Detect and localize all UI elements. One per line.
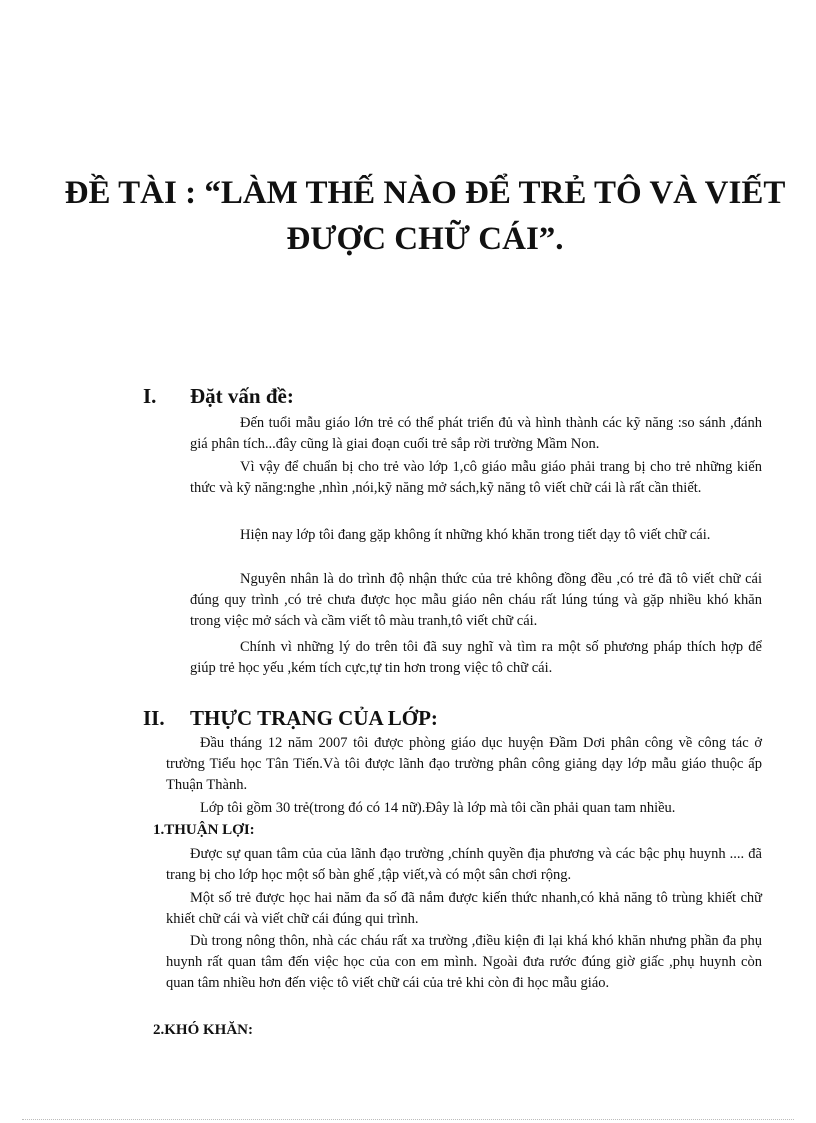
section-2-heading: THỰC TRẠNG CỦA LỚP: [190,706,438,730]
section-2-number: II. [143,706,165,730]
section-1-number: I. [143,384,157,408]
section-1-paragraph: Đến tuổi mẫu giáo lớn trẻ có thể phát triển đủ và hình thành các kỹ năng :so sánh ,đánh giá phân tích...đây cũng là giai đoạn cuối trẻ sắp rời trường Mầm Non. [190,415,762,452]
subsection-1-heading: 1.THUẬN LỢI: [153,822,255,838]
section-1-paragraph: Hiện nay lớp tôi đang gặp không ít những khó khăn trong tiết dạy tô viết chữ cái. [240,527,711,543]
section-1-paragraph: Vì vậy để chuẩn bị cho trẻ vào lớp 1,cô giáo mẫu giáo phải trang bị cho trẻ những kiến thức và kỹ năng:nghe ,nhìn ,nói,kỹ năng mở sách,kỹ năng tô viết chữ cái là rất cần thiết. [190,459,762,496]
subsection-1-paragraph: Dù trong nông thôn, nhà các cháu rất xa trường ,điều kiện đi lại khá khó khăn nhưng phần đa phụ huynh rất quan tâm đến việc học của con em mình. Ngoài đưa rước đúng giờ giấc ,phụ huynh còn quan tâm nhiều hơn đến việc tô viết chữ cái của trẻ khi còn đi học mẫu giáo. [166,933,762,991]
section-2-paragraph: Lớp tôi gồm 30 trẻ(trong đó có 14 nữ).Đây là lớp mà tôi cần phải quan tam nhiều. [200,800,676,816]
subsection-2-heading: 2.KHÓ KHĂN: [153,1022,253,1038]
page-bottom-divider [22,1119,794,1120]
section-1-heading: Đặt vấn đề: [190,384,294,408]
section-2-paragraph: Đầu tháng 12 năm 2007 tôi được phòng giáo dục huyện Đầm Dơi phân công về công tác ở trường Tiểu học Tân Tiến.Và tôi được lãnh đạo trường phân công giảng dạy lớp mẫu giáo thuộc ấp Thuận Thành. [166,735,762,793]
section-1-paragraph: Nguyên nhân là do trình độ nhận thức của trẻ không đồng đều ,có trẻ đã tô viết chữ cái đúng quy trình ,có trẻ chưa được học mẫu giáo nên cháu rất lúng túng và gặp nhiều khó khăn trong việc mở sách và cầm viết tô màu tranh,tô viết chữ cái. [190,571,762,629]
document-title-line-2: ĐƯỢC CHỮ CÁI”. [286,221,564,257]
document-title-line-1: ĐỀ TÀI : “LÀM THẾ NÀO ĐỂ TRẺ TÔ VÀ VIẾT [64,175,786,211]
section-1-paragraph: Chính vì những lý do trên tôi đã suy nghĩ và tìm ra một số phương pháp thích hợp để giúp trẻ học yếu ,kém tích cực,tự tin hơn trong việc tô chữ cái. [190,639,762,676]
subsection-1-paragraph: Một số trẻ được học hai năm đa số đã nắm được kiến thức nhanh,có khả năng tô trùng khiết chữ khiết chữ cái và viết chữ cái đúng qui trình. [166,890,762,927]
subsection-1-paragraph: Được sự quan tâm của của lãnh đạo trường ,chính quyền địa phương và các bậc phụ huynh .... đã trang bị cho lớp học một số bàn ghế ,tập viết,và có một sân chơi rộng. [166,846,762,883]
